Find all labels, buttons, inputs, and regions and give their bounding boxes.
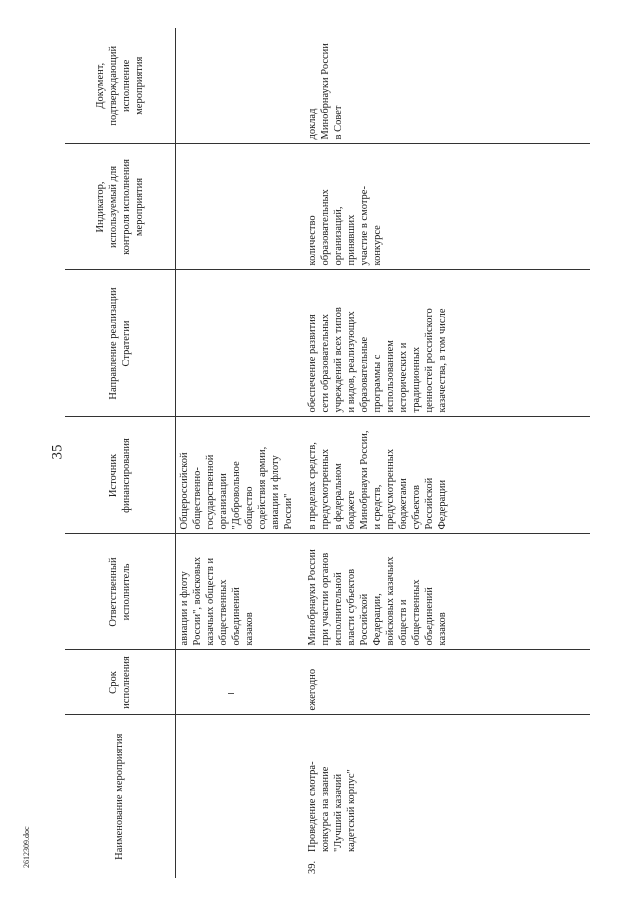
cell-name	[300, 715, 590, 878]
cell-document	[176, 28, 301, 144]
table-row	[300, 28, 590, 878]
cell-funding: Общероссийской общественно- государственной организации "Добровольное общество содействия армии, авиации и флоту России"	[176, 417, 301, 534]
cell-name	[176, 715, 301, 878]
cell-document: доклад Минобрнауки России в Совет	[300, 28, 590, 144]
page-number: 35	[49, 444, 66, 460]
event-name: Проведение смотра- конкурса на звание "Лучший казачий кадетский корпус"	[307, 761, 358, 852]
cell-direction	[176, 270, 301, 417]
header-indicator: Индикатор, используемый для контроля исполнения мероприятия	[65, 144, 176, 270]
cell-indicator: количество образовательных организаций, принявших участие в смотре- конкурсе	[300, 144, 590, 270]
header-funding: Источник финансирования	[65, 417, 176, 534]
events-table	[65, 28, 590, 878]
header-document: Документ, подтверждающий исполнение мероприятия	[65, 28, 176, 144]
cell-executor: авиации и флоту России", войсковых казачьих обществ и общественных объединений казаков	[176, 534, 301, 650]
header-direction: Направление реализации Стратегии	[65, 270, 176, 417]
table-row-continuation	[176, 28, 301, 878]
cell-funding: в пределах средств, предусмотренных в федеральном бюджете Минобрнауки России, и средств, предусмотренных бюджетами субъектов Российской Федерации	[300, 417, 590, 534]
cell-executor: Минобрнауки России при участии органов исполнительной власти субъектов Российской Федерации, войсковых казачьих обществ и общественных объединений казаков	[300, 534, 590, 650]
table-header-row	[65, 28, 176, 878]
cell-direction: обеспечение развития сети образовательных учреждений всех типов и видов, реализующих образовательные программы с использованием исторических и традиционных ценностей российского казачества, в том числе	[300, 270, 590, 417]
row-number: 39.	[307, 860, 318, 874]
cell-deadline	[176, 650, 301, 715]
rotated-page	[65, 28, 580, 878]
document-footer: 2612309.doc	[22, 826, 31, 868]
cell-deadline: ежегодно	[300, 650, 590, 715]
cell-indicator	[176, 144, 301, 270]
header-executor: Ответственный исполнитель	[65, 534, 176, 650]
header-event-name: Наименование мероприятия	[65, 715, 176, 878]
header-deadline: Срок исполнения	[65, 650, 176, 715]
